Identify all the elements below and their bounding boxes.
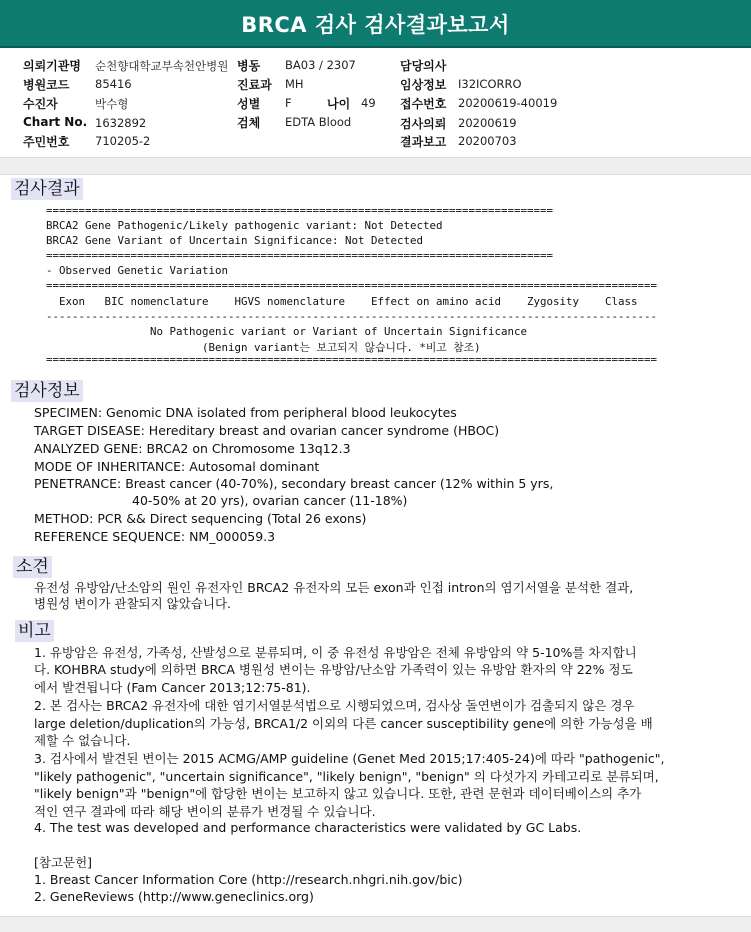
remark-line: 제할 수 없습니다. [34,733,131,748]
label-resident-number: 주민번호 [23,135,70,149]
label-sex: 성별 [237,97,261,111]
value-age: 49 [361,96,376,110]
value-resident-number: 710205-2 [95,134,151,148]
label-chart-no: Chart No. [23,115,88,129]
info-specimen: SPECIMEN: Genomic DNA isolated from peripheral blood leukocytes [34,405,457,420]
value-request-date: 20200619 [458,116,517,130]
variation-table-note: (Benign variant는 보고되지 않습니다. *비고 참조) [46,341,481,354]
remark-line: 적인 연구 결과에 따라 해당 변이의 분류가 변경될 수 있습니다. [34,804,376,819]
label-institution: 의뢰기관명 [23,59,81,73]
value-chart-no: 1632892 [95,116,147,130]
label-age: 나이 [327,97,351,111]
label-receipt-number: 접수번호 [400,97,447,111]
references-heading: [참고문헌] [34,855,93,870]
info-reference-sequence: REFERENCE SEQUENCE: NM_000059.3 [34,529,276,544]
opinion-line: 유전성 유방암/난소암의 원인 유전자인 BRCA2 유전자의 모든 exon과 인접 intron의 염기서열을 분석한 결과, [34,580,634,595]
variation-table-header: Exon BIC nomenclature HGVS nomenclature Effect on amino acid Zygosity Class [46,295,638,308]
reference-item: 1. Breast Cancer Information Core (http://research.nhgri.nih.gov/bic) [34,872,463,887]
value-department: MH [285,77,304,91]
remark-line: 에서 발견됩니다 (Fam Cancer 2013;12:75-81). [34,680,311,695]
section-divider [0,157,751,175]
value-patient: 박수형 [95,97,129,111]
remark-line: 4. The test was developed and performance characteristics were validated by GC Labs. [34,820,582,835]
section-opinion-heading: 소견 [13,556,52,578]
label-specimen: 검체 [237,116,261,130]
value-sex: F [285,96,292,110]
remark-line: large deletion/duplication의 가능성, BRCA1/2 이외의 다른 cancer susceptibility gene에 의한 가능성을 배 [34,716,653,731]
section-remark-heading: 비고 [15,620,54,642]
label-doctor: 담당의사 [400,59,447,73]
section-info-heading: 검사정보 [11,380,83,402]
remark-line: "likely pathogenic", "uncertain significance", "likely benign", "benign" 의 다섯가지 카테고리로 분류되며, [34,769,659,784]
value-hospital-code: 85416 [95,77,132,91]
label-report-date: 결과보고 [400,135,447,149]
value-report-date: 20200703 [458,134,517,148]
observed-variation-label: - Observed Genetic Variation [46,264,229,277]
remark-line: 다. KOHBRA study에 의하면 BRCA 병원성 변이는 유방암/난소암 가족력이 있는 유방암 환자의 약 22% 정도 [34,662,633,677]
variation-table-empty-row: No Pathogenic variant or Variant of Uncertain Significance [46,325,528,338]
label-request-date: 검사의뢰 [400,117,447,131]
value-ward: BA03 / 2307 [285,58,356,72]
opinion-line: 병원성 변이가 관찰되지 않았습니다. [34,596,232,611]
label-ward: 병동 [237,59,261,73]
info-inheritance: MODE OF INHERITANCE: Autosomal dominant [34,459,320,474]
result-line: ============================================================================================== [46,353,658,366]
label-patient: 수진자 [23,97,58,111]
report-title: BRCA 검사 검사결과보고서 [0,0,751,48]
result-line: ---------------------------------------------------------------------------------------------- [46,310,658,323]
remark-line: 1. 유방암은 유전성, 가족성, 산발성으로 분류되며, 이 중 유전성 유방암은 전체 유방암의 약 5-10%를 차지합니 [34,645,637,660]
value-clinical-info: I32ICORRO [458,77,522,91]
info-analyzed-gene: ANALYZED GENE: BRCA2 on Chromosome 13q12.3 [34,441,351,456]
remark-line: 3. 검사에서 발견된 변이는 2015 ACMG/AMP guideline (Genet Med 2015;17:405-24)에 따라 "pathogenic", [34,751,665,766]
result-line: ============================================================================== [46,204,554,217]
bottom-bar [0,916,751,932]
label-department: 진료과 [237,78,272,92]
result-line: ============================================================================================== [46,279,658,292]
label-clinical-info: 임상정보 [400,78,447,92]
reference-item: 2. GeneReviews (http://www.geneclinics.org) [34,889,314,904]
value-institution: 순천향대학교부속천안병원 [95,59,229,73]
value-receipt-number: 20200619-40019 [458,96,558,110]
info-penetrance: PENETRANCE: Breast cancer (40-70%), secondary breast cancer (12% within 5 yrs, [34,476,554,491]
info-penetrance-cont: 40-50% at 20 yrs), ovarian cancer (11-18%) [132,493,408,508]
remark-line: 2. 본 검사는 BRCA2 유전자에 대한 염기서열분석법으로 시행되었으며, 검사상 돌연변이가 검출되지 않은 경우 [34,698,635,713]
info-target-disease: TARGET DISEASE: Hereditary breast and ovarian cancer syndrome (HBOC) [34,423,500,438]
value-specimen: EDTA Blood [285,115,352,129]
remark-line: "likely benign"과 "benign"에 합당한 변이는 보고하지 않고 있습니다. 또한, 관련 문헌과 데이터베이스의 추가 [34,786,642,801]
patient-info-table [0,54,751,154]
label-hospital-code: 병원코드 [23,78,70,92]
info-method: METHOD: PCR && Direct sequencing (Total 26 exons) [34,511,367,526]
result-vus-line: BRCA2 Gene Variant of Uncertain Significance: Not Detected [46,234,424,247]
result-line: ============================================================================== [46,249,554,262]
section-result-heading: 검사결과 [11,178,83,200]
result-pathogenic-line: BRCA2 Gene Pathogenic/Likely pathogenic variant: Not Detected [46,219,443,232]
